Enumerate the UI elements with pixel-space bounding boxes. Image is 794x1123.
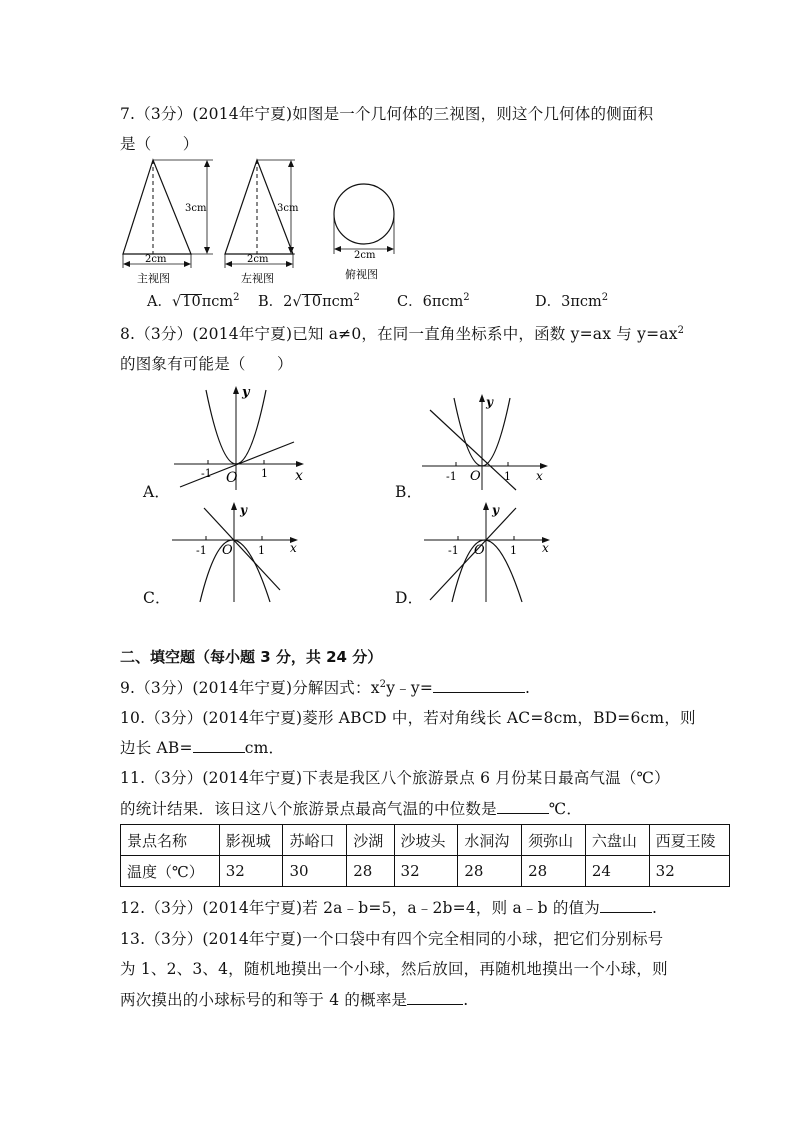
table-header-row — [121, 825, 730, 856]
table-cell: 须弥山 — [522, 825, 586, 856]
front-width-dim: 2cm — [145, 254, 167, 265]
left-view-label: 左视图 — [241, 272, 274, 285]
svg-text:O: O — [474, 543, 485, 558]
q10-line2: 边长 AB= cm． — [120, 739, 285, 757]
front-view-label: 主视图 — [137, 272, 170, 285]
table-cell: 32 — [219, 856, 283, 887]
q12-answer-blank[interactable] — [600, 898, 652, 913]
q8-line2: 的图象有可能是（ ） — [120, 355, 293, 373]
q11-line1: 11.（3分）(2014年宁夏)下表是我区八个旅游景点 6 月份某日最高气温（℃） — [120, 769, 670, 787]
svg-text:y: y — [242, 385, 250, 400]
q9-line: 9.（3分）(2014年宁夏)分解因式：$x^2y﹣y=$ . — [120, 678, 531, 697]
q11-answer-blank[interactable] — [497, 799, 549, 814]
section-2-title: 二、填空题（每小题 3 分，共 24 分） — [120, 648, 383, 666]
q8-graph-d[interactable] — [422, 500, 562, 604]
svg-text:O: O — [470, 469, 481, 484]
table-row — [121, 856, 730, 887]
q7-option-b[interactable]: B．2√10πcm$^2$ — [258, 292, 360, 310]
q13-line3: 两次摸出的小球标号的和等于 4 的概率是 . — [120, 991, 469, 1009]
q8-graph-c[interactable] — [170, 500, 310, 604]
svg-text:y: y — [492, 503, 499, 517]
svg-text:x: x — [295, 468, 303, 484]
q7-option-c[interactable]: C．6πcm$^2$ — [397, 292, 470, 310]
table-cell: 28 — [458, 856, 522, 887]
q13-line2: 为 1、2、3、4，随机地摸出一个小球，然后放回，再随机地摸出一个小球，则 — [120, 960, 668, 978]
svg-text:x: x — [536, 469, 543, 483]
q7-option-a[interactable]: A．√10πcm$^2$ — [147, 292, 240, 310]
table-cell: 32 — [394, 856, 458, 887]
table-cell: 沙坡头 — [394, 825, 458, 856]
q12-line: 12.（3分）(2014年宁夏)若 2a﹣b=5，a﹣2b=4，则 a﹣b 的值为 . — [120, 899, 658, 917]
table-cell: 苏峪口 — [283, 825, 347, 856]
q8-option-c-label[interactable]: C． — [143, 589, 171, 607]
left-width-dim: 2cm — [247, 254, 269, 265]
svg-text:-1: -1 — [196, 544, 207, 557]
left-view — [225, 160, 295, 268]
q10-line1: 10.（3分）(2014年宁夏)菱形 ABCD 中，若对角线长 AC=8cm，BD=6cm，则 — [120, 709, 696, 727]
table-cell: 24 — [585, 856, 649, 887]
table-cell: 影视城 — [219, 825, 283, 856]
table-cell: 西夏王陵 — [649, 825, 729, 856]
left-height-dim: 3cm — [277, 203, 299, 214]
q7-three-views-figure — [115, 156, 415, 286]
q8-line1: 8.（3分）(2014年宁夏)已知 a≠0，在同一直角坐标系中，函数 y=ax 与 $y=ax^2$ — [120, 324, 685, 343]
q11-line2: 的统计结果．该日这八个旅游景点最高气温的中位数是 ℃． — [120, 800, 583, 818]
table-cell: 28 — [522, 856, 586, 887]
q7-line1: 7.（3分）(2014年宁夏)如图是一个几何体的三视图，则这个几何体的侧面积 — [120, 105, 654, 123]
q9-answer-blank[interactable] — [433, 678, 525, 693]
table-cell: 温度（℃） — [121, 856, 220, 887]
svg-text:-1: -1 — [446, 470, 457, 483]
q8-option-a-label[interactable]: A． — [143, 483, 171, 501]
svg-text:x: x — [290, 541, 297, 555]
q8-option-d-label[interactable]: D． — [395, 589, 424, 607]
svg-text:x: x — [542, 541, 549, 555]
q8-graph-a[interactable] — [170, 382, 310, 494]
svg-text:1: 1 — [510, 544, 517, 557]
table-cell: 水洞沟 — [458, 825, 522, 856]
top-view — [334, 184, 394, 254]
table-cell: 景点名称 — [121, 825, 220, 856]
q8-option-b-label[interactable]: B． — [395, 483, 423, 501]
svg-text:O: O — [222, 543, 233, 558]
svg-text:y: y — [486, 395, 493, 409]
svg-text:y: y — [240, 503, 247, 517]
front-view — [123, 160, 213, 268]
top-view-label: 俯视图 — [345, 268, 378, 281]
svg-text:O: O — [226, 470, 238, 486]
q13-line1: 13.（3分）(2014年宁夏)一个口袋中有四个完全相同的小球，把它们分别标号 — [120, 930, 664, 948]
table-cell: 六盘山 — [585, 825, 649, 856]
temperature-table — [120, 824, 730, 887]
q7-option-d[interactable]: D．3πcm$^2$ — [535, 292, 609, 310]
svg-text:1: 1 — [504, 470, 511, 483]
svg-text:-1: -1 — [448, 544, 459, 557]
svg-text:-1: -1 — [201, 467, 212, 480]
svg-text:1: 1 — [258, 544, 265, 557]
q8-graph-b[interactable] — [418, 392, 558, 492]
table-cell: 沙湖 — [347, 825, 394, 856]
front-height-dim: 3cm — [185, 203, 207, 214]
table-cell: 30 — [283, 856, 347, 887]
q7-line2: 是（ ） — [120, 135, 199, 153]
q10-answer-blank[interactable] — [193, 738, 245, 753]
svg-text:1: 1 — [261, 467, 268, 480]
q13-answer-blank[interactable] — [407, 990, 463, 1005]
table-cell: 28 — [347, 856, 394, 887]
table-cell: 32 — [649, 856, 729, 887]
top-width-dim: 2cm — [354, 250, 376, 261]
